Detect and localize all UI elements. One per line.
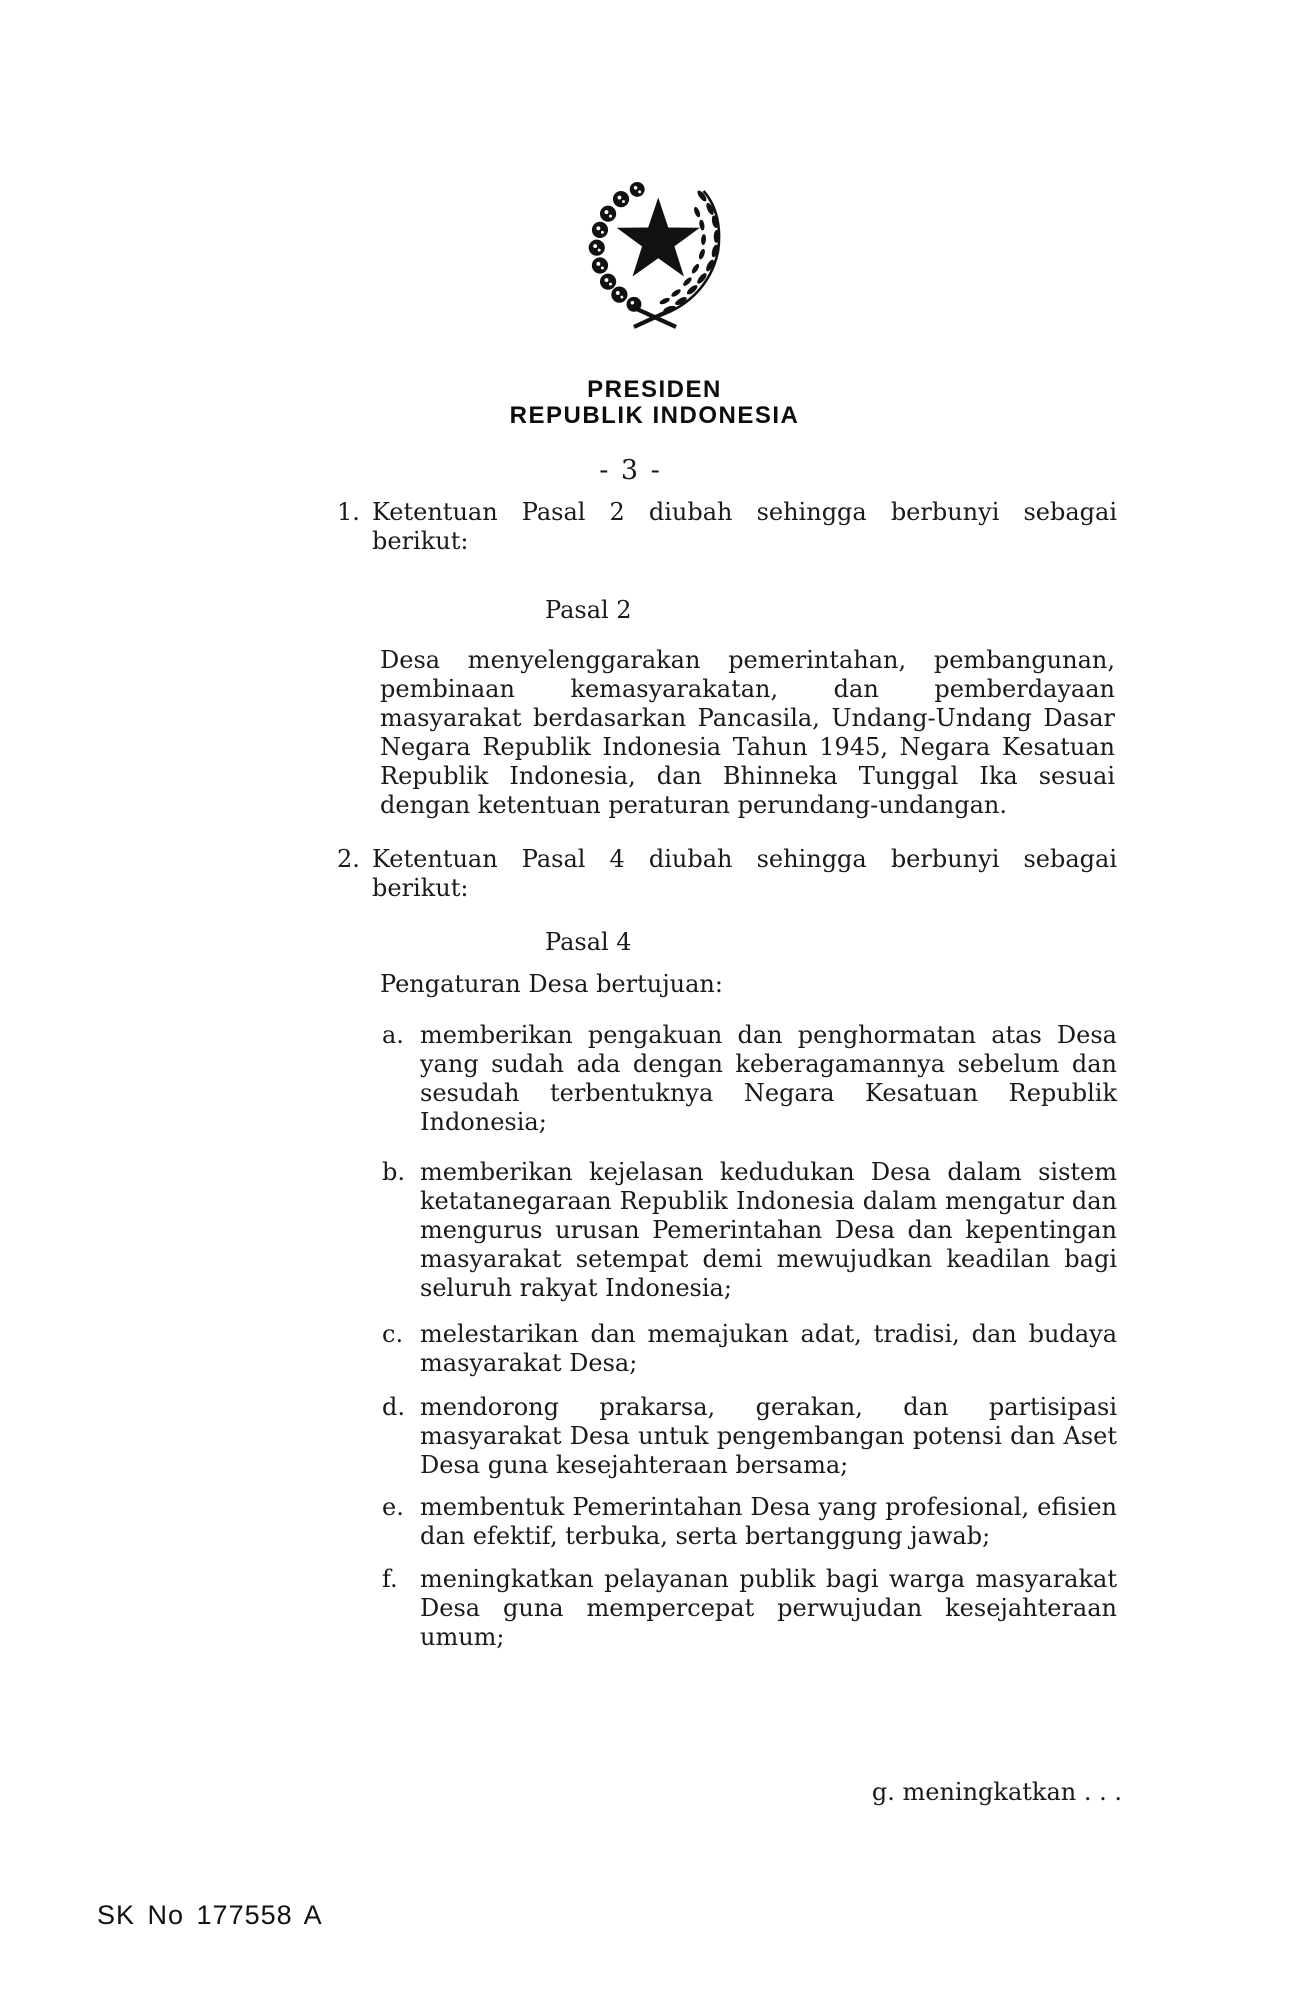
list-item-e <box>382 1493 1117 1551</box>
page-number: - 3 - <box>599 455 662 486</box>
list-item-b <box>382 1158 1117 1303</box>
item-2-intro: Ketentuan Pasal 4 diubah sehingga berbunyi sebagai berikut: <box>372 845 1117 902</box>
footer-sk-number: SK No 177558 A <box>97 1900 323 1930</box>
list-item-c <box>382 1320 1117 1378</box>
item-1-intro: Ketentuan Pasal 2 diubah sehingga berbunyi sebagai berikut: <box>372 498 1117 555</box>
numbered-item-2 <box>337 845 1117 903</box>
list-item-f-letter: f. <box>382 1565 398 1593</box>
list-item-b-text: memberikan kejelasan kedudukan Desa dalam sistem ketatanegaraan Republik Indonesia dalam mengatur dan mengurus urusan Pemerintahan Desa dan kepentingan masyarakat setempat demi mewujudkan keadilan bagi seluruh rakyat Indonesia; <box>420 1158 1117 1302</box>
pasal-2-paragraph: Desa menyelenggarakan pemerintahan, pembangunan, pembinaan kemasyarakatan, dan pemberdayaan masyarakat berdasarkan Pancasila, Undang-Undang Dasar Negara Republik Indonesia Tahun 1945, Negara Kesatuan Republik Indonesia, dan Bhinneka Tunggal Ika sesuai dengan ketentuan peraturan perundang-undangan. <box>380 646 1115 819</box>
list-item-a-text: memberikan pengakuan dan penghormatan atas Desa yang sudah ada dengan keberagamannya sebelum dan sesudah terbentuknya Negara Kesatuan Republik Indonesia; <box>420 1021 1117 1136</box>
list-item-d-text: mendorong prakarsa, gerakan, dan partisipasi masyarakat Desa untuk pengembangan potensi dan Aset Desa guna kesejahteraan bersama; <box>420 1393 1117 1479</box>
catchword: g. meningkatkan . . . <box>871 1778 1122 1806</box>
pasal-2-heading: Pasal 2 <box>545 596 632 624</box>
list-item-e-text: membentuk Pemerintahan Desa yang profesional, efisien dan efektif, terbuka, serta bertanggung jawab; <box>420 1493 1117 1550</box>
letterhead-republik-indonesia: REPUBLIK INDONESIA <box>509 402 800 429</box>
list-item-f-text: meningkatkan pelayanan publik bagi warga masyarakat Desa guna mempercepat perwujudan kesejahteraan umum; <box>420 1565 1117 1651</box>
item-2-number: 2. <box>337 845 360 873</box>
pasal-4-point-list <box>382 1021 1117 1652</box>
letterhead-presiden: PRESIDEN <box>587 376 722 403</box>
presidential-seal-icon <box>566 170 744 348</box>
list-item-a <box>382 1021 1117 1137</box>
pasal-4-heading: Pasal 4 <box>545 928 632 956</box>
item-1-number: 1. <box>337 498 360 526</box>
list-item-d-letter: d. <box>382 1393 405 1421</box>
list-item-f <box>382 1565 1117 1652</box>
list-item-b-letter: b. <box>382 1158 405 1186</box>
list-item-e-letter: e. <box>382 1493 404 1521</box>
list-item-a-letter: a. <box>382 1021 404 1049</box>
pasal-4-lead: Pengaturan Desa bertujuan: <box>380 970 723 998</box>
document-body <box>337 498 1117 1652</box>
list-item-c-text: melestarikan dan memajukan adat, tradisi, dan budaya masyarakat Desa; <box>420 1320 1117 1377</box>
numbered-item-1 <box>337 498 1117 556</box>
letterhead <box>10 377 1289 429</box>
list-item-c-letter: c. <box>382 1320 404 1348</box>
list-item-d <box>382 1393 1117 1480</box>
